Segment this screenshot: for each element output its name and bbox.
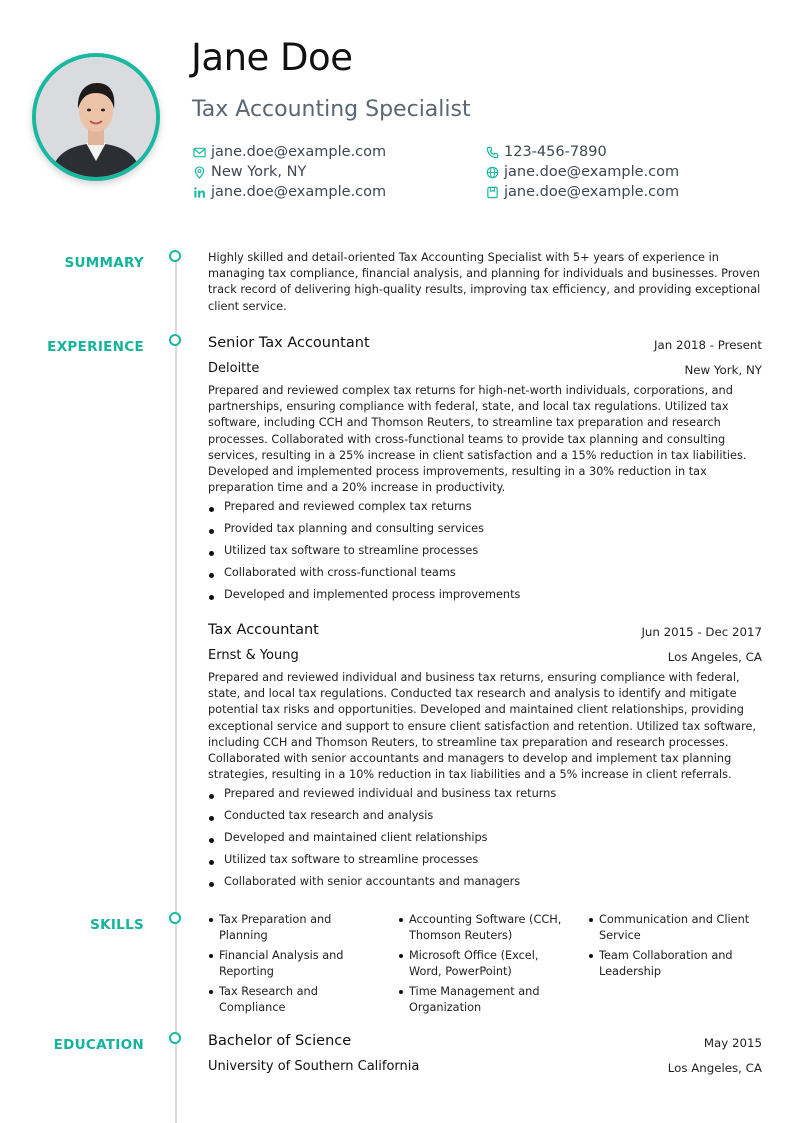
skill-item: Time Management and Organization: [398, 984, 568, 1016]
portfolio-icon: [486, 186, 499, 199]
list-item: Collaborated with senior accountants and managers: [208, 874, 764, 896]
contact-phone-text: 123-456-7890: [504, 144, 607, 160]
candidate-name: Jane Doe: [191, 36, 353, 79]
contact-website[interactable]: [486, 162, 679, 182]
mail-icon: [193, 146, 206, 159]
section-label-experience: EXPERIENCE: [47, 339, 144, 355]
skill-item: Microsoft Office (Excel, Word, PowerPoint): [398, 948, 568, 980]
skill-item: Accounting Software (CCH, Thomson Reuters): [398, 912, 568, 944]
skill-item: Team Collaboration and Leadership: [588, 948, 758, 980]
timeline-dot-summary: [169, 250, 181, 262]
list-item: Developed and implemented process improvements: [208, 587, 764, 609]
skills-column-3: [588, 912, 758, 984]
summary-text: Highly skilled and detail-oriented Tax Accounting Specialist with 5+ years of experience in managing tax compliance, financial analysis, and planning for individuals and businesses. Proven track record of delivering high-quality results, improving tax efficiency, and providing exceptional client service.: [208, 251, 761, 313]
map-pin-icon: [193, 166, 206, 179]
section-label-skills: SKILLS: [90, 917, 144, 933]
skill-item: Tax Research and Compliance: [208, 984, 378, 1016]
contact-location-text: New York, NY: [211, 164, 307, 180]
profile-photo: [32, 53, 160, 181]
job-company: Ernst & Young: [208, 648, 299, 663]
list-item: Provided tax planning and consulting services: [208, 521, 764, 543]
list-item: Conducted tax research and analysis: [208, 808, 764, 830]
skills-column-1: [208, 912, 378, 1020]
job-location: New York, NY: [684, 363, 762, 377]
globe-icon: [486, 166, 499, 179]
job-description: Prepared and reviewed individual and business tax returns, ensuring compliance with federal, state, and local tax regulations. Conducted tax research and analysis to identify and mitigate potential tax risks and opportunities. Developed and maintained client relationships, providing exceptional service and support to ensure client satisfaction and retention. Utilized tax software, including CCH and Thomson Reuters, to streamline tax preparation and research processes. Collaborated with senior accountants and managers to develop and implement tax planning strategies, resulting in a 10% reduction in tax liabilities and a 5% increase in client referrals.: [208, 671, 757, 782]
contact-phone[interactable]: [486, 142, 607, 162]
education-date: May 2015: [703, 1036, 762, 1050]
job-dates: Jan 2018 - Present: [654, 338, 762, 352]
section-label-education: EDUCATION: [53, 1037, 144, 1053]
job-description: Prepared and reviewed complex tax returns for high-net-worth individuals, corporations, and partnerships, ensuring compliance with federal, state, and local tax regulations. Utilized tax software, including CCH and Thomson Reuters, to streamline tax preparation and research processes. Collaborated with cross-functional teams to provide tax planning and consulting services, resulting in a 25% increase in client satisfaction and a 15% reduction in tax liabilities. Developed and implemented process improvements, resulting in a 30% reduction in tax preparation time and a 20% increase in productivity.: [208, 384, 747, 495]
contact-email[interactable]: [193, 142, 386, 162]
contact-linkedin-text: jane.doe@example.com: [211, 184, 387, 200]
section-label-summary: SUMMARY: [64, 255, 144, 271]
skill-item: Tax Preparation and Planning: [208, 912, 378, 944]
contact-location: [193, 162, 306, 182]
contact-portfolio[interactable]: [486, 182, 679, 202]
timeline-line: [175, 256, 177, 1123]
contact-linkedin[interactable]: [193, 182, 386, 202]
skill-item: Communication and Client Service: [588, 912, 758, 944]
timeline-dot-experience: [169, 334, 181, 346]
list-item: Prepared and reviewed individual and business tax returns: [208, 786, 764, 808]
education-location: Los Angeles, CA: [667, 1061, 762, 1075]
education-degree: Bachelor of Science: [208, 1033, 352, 1049]
skill-item: Financial Analysis and Reporting: [208, 948, 378, 980]
education-school: University of Southern California: [208, 1059, 420, 1074]
profile-photo-portrait: [36, 57, 156, 177]
job-company: Deloitte: [208, 361, 260, 376]
phone-icon: [486, 146, 499, 159]
skills-column-2: [398, 912, 568, 1020]
list-item: Utilized tax software to streamline processes: [208, 543, 764, 565]
list-item: Utilized tax software to streamline processes: [208, 852, 764, 874]
timeline-dot-education: [169, 1032, 181, 1044]
timeline-dot-skills: [169, 912, 181, 924]
job-title: Senior Tax Accountant: [208, 335, 370, 351]
job-title: Tax Accountant: [208, 622, 319, 638]
job-bullet-list: [208, 499, 764, 609]
candidate-title: Tax Accounting Specialist: [192, 97, 471, 122]
linkedin-icon: [193, 186, 206, 199]
job-location: Los Angeles, CA: [667, 650, 762, 664]
contact-website-text: jane.doe@example.com: [504, 164, 680, 180]
job-dates: Jun 2015 - Dec 2017: [641, 625, 762, 639]
contact-portfolio-text: jane.doe@example.com: [504, 184, 680, 200]
list-item: Collaborated with cross-functional teams: [208, 565, 764, 587]
job-bullet-list: [208, 786, 764, 896]
contact-email-text: jane.doe@example.com: [211, 144, 387, 160]
list-item: Prepared and reviewed complex tax returns: [208, 499, 764, 521]
list-item: Developed and maintained client relationships: [208, 830, 764, 852]
